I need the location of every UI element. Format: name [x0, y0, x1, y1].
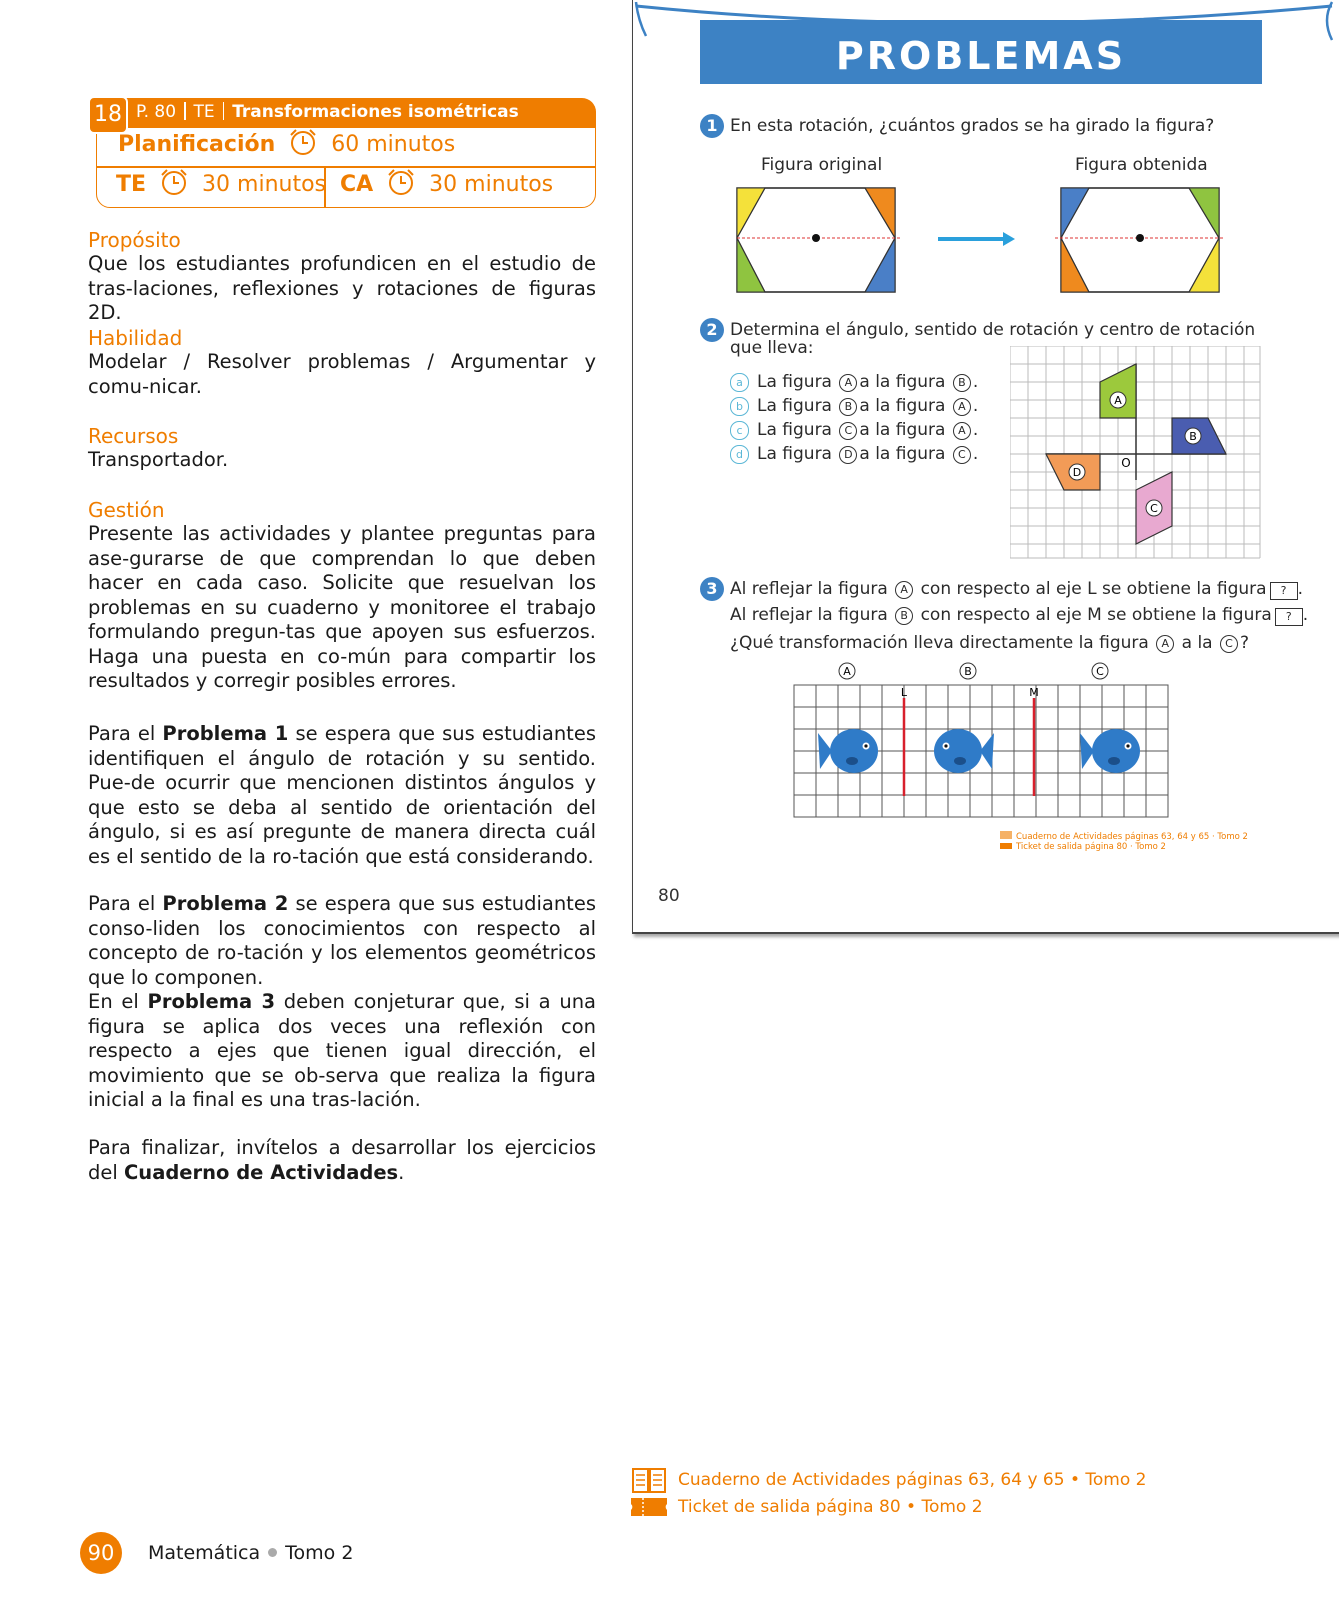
ticket-icon: [631, 1496, 667, 1518]
banner-title: PROBLEMAS: [835, 34, 1127, 78]
p1-bold: Problema 1: [162, 722, 289, 745]
axis-label-l: L: [900, 686, 908, 699]
paragraph-problema-3: [88, 990, 596, 1113]
activity-book-ref: Cuaderno de Actividades páginas 63, 64 y 65 • Tomo 2: [678, 1470, 1147, 1490]
fish-label-b: B: [964, 665, 972, 678]
q3-l3-fig1: A: [1156, 635, 1174, 653]
footer-page-number: 90: [80, 1532, 122, 1574]
te-time: 30 minutos: [202, 172, 327, 197]
section-recursos: [88, 424, 596, 473]
option-from: B: [839, 398, 857, 416]
option-pre: La figura: [757, 420, 832, 440]
gestion-text: Presente las actividades y plantee preguntas para ase-gurarse de que comprendan lo que deben hacer en cada caso. Solicite que resuelvan los problemas en su cuaderno y monitoree el trabajo formulando pregun-tas que apoyen sus esfuerzos. Haga una puesta en co-mún para compartir los resultados y corregir posibles errores.: [88, 522, 596, 692]
q3-l1-post: con respecto al eje L se obtiene la figura: [920, 579, 1267, 599]
question-2-number: 2: [700, 318, 724, 342]
p3-post: deben conjeturar que, si a una figura se aplica dos veces una reflexión con respecto a ejes que tienen igual dirección, el movimiento que se ob-serva que realiza la figura inicial a la final es una tras-lación.: [88, 990, 596, 1111]
q3-l2-pre: Al reflejar la figura: [730, 605, 888, 625]
fish-label-c: C: [1096, 665, 1104, 678]
lesson-header: [88, 96, 596, 208]
q3-l3-pre: ¿Qué transformación lleva directamente la figura: [730, 633, 1149, 653]
planning-row: [118, 128, 455, 157]
option-pre: La figura: [757, 396, 832, 416]
rotation-figures: [735, 186, 1225, 294]
option-from: D: [839, 446, 857, 464]
option-c: [730, 418, 978, 442]
alarm-clock-icon: [386, 168, 416, 196]
te-label: TE: [116, 172, 147, 197]
lesson-number: 18: [88, 96, 128, 134]
paragraph-finalizar: [88, 1136, 596, 1185]
figure-obtained-label: Figura obtenida: [1075, 155, 1208, 175]
alarm-clock-icon: [288, 128, 318, 156]
option-end: .: [972, 444, 979, 464]
p2-pre: Para el: [88, 892, 163, 915]
book-page-number: 80: [658, 886, 680, 906]
ca-time: 30 minutos: [429, 172, 554, 197]
option-b: [730, 394, 978, 418]
option-from: A: [839, 374, 857, 392]
footer-subject: [148, 1542, 353, 1564]
question-3-line-1: 3 Al reflejar la figura A con respecto al eje L se obtiene la figura ? .: [700, 576, 1308, 602]
grid-label-d: D: [1072, 466, 1082, 479]
q3-l2-post: con respecto al eje M se obtiene la figura: [920, 605, 1272, 625]
p1-pre: Para el: [88, 722, 163, 745]
page-ref: P. 80: [136, 102, 177, 122]
q3-l3-mid: a la: [1181, 633, 1213, 653]
p4-pre: Para finalizar, invítelos a desarrollar los ejercicios del: [88, 1136, 596, 1184]
p3-bold: Problema 3: [147, 990, 276, 1013]
reflection-grid: [792, 660, 1172, 820]
ca-label: CA: [340, 172, 374, 197]
small-ref-1: Cuaderno de Actividades páginas 63, 64 y 65 · Tomo 2: [1016, 832, 1248, 842]
book-small-ref: [1000, 831, 1248, 852]
paragraph-problema-1: [88, 722, 596, 869]
question-2-options: [730, 370, 978, 466]
option-pre: La figura: [757, 372, 832, 392]
answer-box: ?: [1275, 608, 1303, 626]
rotation-grid: [1010, 346, 1262, 560]
recursos-title: Recursos: [88, 424, 179, 448]
option-a: [730, 370, 978, 394]
q3-l1-fig: A: [895, 581, 913, 599]
habilidad-title: Habilidad: [88, 326, 183, 350]
p2-bold: Problema 2: [162, 892, 289, 915]
exit-ticket-ref: Ticket de salida página 80 • Tomo 2: [678, 1497, 983, 1517]
p3-pre: En el: [88, 990, 148, 1013]
option-mid: a la figura: [859, 444, 946, 464]
te-row: [116, 168, 326, 197]
option-end: .: [972, 372, 979, 392]
proposito-text: Que los estudiantes profundicen en el estudio de tras-laciones, reflexiones y rotaciones de figuras 2D.: [88, 252, 596, 324]
section-habilidad: [88, 326, 596, 399]
footer-subject-text: Matemática: [148, 1542, 261, 1564]
option-d: [730, 442, 978, 466]
q3-l1-pre: Al reflejar la figura: [730, 579, 888, 599]
option-end: .: [972, 396, 979, 416]
option-end: .: [972, 420, 979, 440]
alarm-clock-icon: [159, 168, 189, 196]
option-to: A: [953, 422, 971, 440]
habilidad-text: Modelar / Resolver problemas / Argumentar y comu-nicar.: [88, 350, 596, 398]
p4-bold: Cuaderno de Actividades: [124, 1160, 399, 1184]
axis-label-m: M: [1029, 686, 1039, 699]
planning-label: Planificación: [118, 132, 276, 157]
option-to: A: [953, 398, 971, 416]
ca-row: [340, 168, 553, 197]
option-to: C: [953, 446, 971, 464]
proposito-title: Propósito: [88, 228, 181, 252]
book-icon: [1000, 831, 1012, 839]
question-3-number: 3: [700, 577, 724, 601]
p1-post: se espera que sus estudiantes identifiquen el ángulo de rotación y su sentido. Pue-de ocurrir que mencionen distintos ángulos y que esto se deba al sentido de orientación del ángulo, si es así pregunte de manera directa cuál es el sentido de la ro-tación que está considerando.: [88, 722, 596, 868]
grid-label-o: O: [1121, 456, 1131, 470]
question-3-line-3: [700, 630, 1308, 656]
question-3-line-2: Al reflejar la figura B con respecto al eje M se obtiene la figura ? .: [730, 605, 1309, 625]
q3-l3-fig2: C: [1220, 635, 1238, 653]
paragraph-problema-2: [88, 892, 596, 990]
question-2-text-1: Determina el ángulo, sentido de rotación y centro de rotación: [730, 320, 1256, 340]
option-letter: d: [730, 445, 749, 464]
option-mid: a la figura: [859, 372, 946, 392]
option-mid: a la figura: [859, 420, 946, 440]
question-2-text-2: que lleva:: [730, 338, 814, 358]
grid-label-a: A: [1114, 394, 1122, 407]
option-pre: La figura: [757, 444, 832, 464]
option-letter: a: [730, 373, 749, 392]
answer-box: ?: [1270, 582, 1298, 600]
fish-label-a: A: [843, 665, 851, 678]
q3-l2-fig: B: [895, 607, 913, 625]
section-proposito: [88, 228, 596, 326]
open-book-icon: [631, 1466, 667, 1494]
grid-label-b: B: [1189, 430, 1197, 443]
figure-original: [737, 188, 900, 292]
footer-volume: Tomo 2: [285, 1542, 354, 1564]
question-3: [700, 576, 1308, 656]
option-mid: a la figura: [859, 396, 946, 416]
gestion-title: Gestión: [88, 498, 165, 522]
planning-time: 60 minutos: [331, 132, 456, 157]
figure-original-label: Figura original: [761, 155, 883, 175]
figure-obtained: [1055, 188, 1224, 292]
recursos-text: Transportador.: [88, 448, 229, 471]
section-gestion: [88, 498, 596, 694]
option-from: C: [839, 422, 857, 440]
rotation-arrow-icon: [938, 232, 1015, 246]
p4-post: .: [398, 1160, 405, 1184]
footer-dot: [268, 1548, 277, 1557]
q3-l3-end: ?: [1240, 633, 1250, 653]
p2-post: se espera que sus estudiantes conso-liden los conocimientos con respecto al concepto de ro-tación y los elementos geométricos que lo componen.: [88, 892, 596, 989]
header-bar-text: [136, 102, 519, 122]
header-tag: TE: [193, 102, 215, 122]
question-1-number: 1: [700, 114, 724, 138]
lesson-title: Transformaciones isométricas: [232, 102, 519, 122]
ticket-icon: [1000, 843, 1012, 849]
small-ref-2: Ticket de salida página 80 · Tomo 2: [1016, 842, 1166, 852]
question-1: [700, 114, 1214, 138]
option-letter: b: [730, 397, 749, 416]
option-to: B: [953, 374, 971, 392]
option-letter: c: [730, 421, 749, 440]
question-1-text: En esta rotación, ¿cuántos grados se ha girado la figura?: [730, 116, 1215, 136]
grid-label-c: C: [1150, 502, 1158, 515]
